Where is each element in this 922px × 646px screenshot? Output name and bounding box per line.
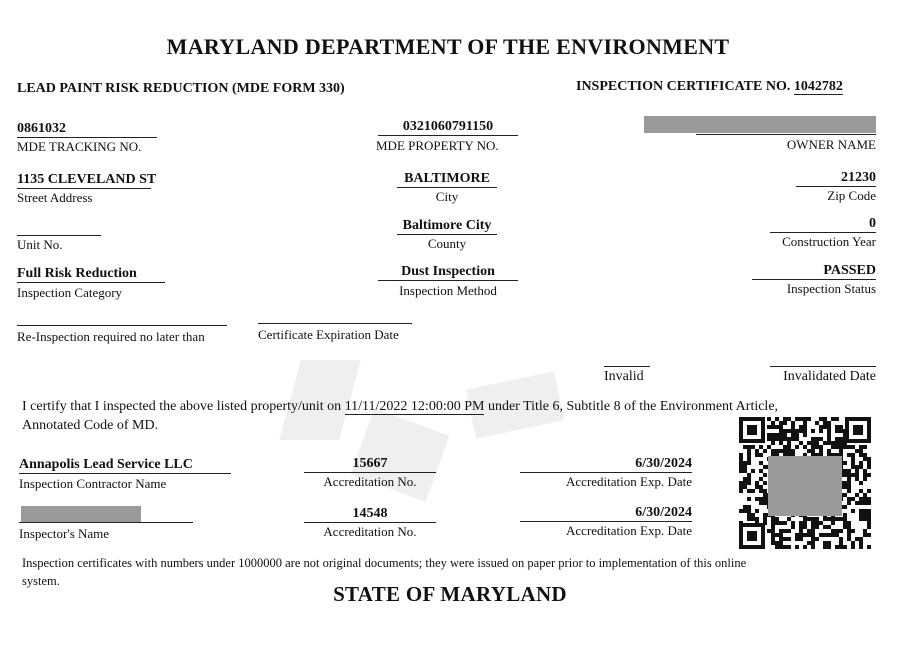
owner-name-line xyxy=(696,134,876,135)
invalidated-line xyxy=(770,366,876,367)
inspector-accreditation-label: Accreditation No. xyxy=(323,524,417,539)
category-label: Inspection Category xyxy=(17,285,123,300)
certification-line-2: Annotated Code of MD. xyxy=(22,418,159,433)
reinspection-label: Re-Inspection required no later than xyxy=(17,329,205,344)
contractor-accreditation-exp-date: 6/30/2024 xyxy=(520,456,692,473)
contractor-accreditation-number: 15667 xyxy=(304,456,436,473)
form-name: LEAD PAINT RISK REDUCTION (MDE FORM 330) xyxy=(17,81,345,96)
certify-prefix: I certify that I inspected the above listed property/unit on xyxy=(22,399,342,414)
certificate-label-text: INSPECTION CERTIFICATE NO. xyxy=(576,79,791,94)
qr-code-icon xyxy=(738,416,872,550)
property-label: MDE PROPERTY NO. xyxy=(376,138,499,153)
inspector-exp-label: Accreditation Exp. Date xyxy=(566,523,692,538)
property-number: 0321060791150 xyxy=(378,119,518,136)
document-title: MARYLAND DEPARTMENT OF THE ENVIRONMENT xyxy=(166,34,730,59)
inspector-accreditation-exp-date: 6/30/2024 xyxy=(520,505,692,522)
construction-year: 0 xyxy=(770,216,876,233)
inspection-method: Dust Inspection xyxy=(378,264,518,281)
inspection-category: Full Risk Reduction xyxy=(17,266,165,283)
certification-line-1 xyxy=(22,398,778,416)
city-label: City xyxy=(435,189,459,204)
owner-label: OWNER NAME xyxy=(786,137,876,152)
inspector-name-label: Inspector's Name xyxy=(19,526,110,541)
redacted-owner-name xyxy=(644,116,876,133)
state-seal-text: STATE OF MARYLAND xyxy=(333,582,567,606)
county-value: Baltimore City xyxy=(397,218,497,235)
footer-note-line-2: system. xyxy=(22,574,60,588)
invalid-label: Invalid xyxy=(604,369,644,384)
status-label: Inspection Status xyxy=(786,281,876,296)
zip-code: 21230 xyxy=(796,170,876,187)
certificate-number-label xyxy=(576,79,843,95)
reinspection-line xyxy=(17,325,227,326)
zip-label: Zip Code xyxy=(827,188,876,203)
street-address: 1135 CLEVELAND ST xyxy=(17,172,157,187)
footer-note-line-1: Inspection certificates with numbers under 1000000 are not original documents; they were issued on paper prior to implementation of this online xyxy=(22,556,747,570)
contractor-accreditation-label: Accreditation No. xyxy=(323,474,417,489)
method-label: Inspection Method xyxy=(399,283,497,298)
expiration-label: Certificate Expiration Date xyxy=(258,327,399,342)
construction-label: Construction Year xyxy=(782,234,876,249)
inspector-accreditation-number: 14548 xyxy=(304,506,436,523)
redacted-inspector-name xyxy=(21,506,141,522)
certificate-number: 1042782 xyxy=(793,79,843,94)
contractor-name-label: Inspection Contractor Name xyxy=(19,476,167,491)
unit-label: Unit No. xyxy=(17,237,63,252)
contractor-exp-label: Accreditation Exp. Date xyxy=(566,474,692,489)
contractor-name: Annapolis Lead Service LLC xyxy=(19,457,231,474)
inspection-status: PASSED xyxy=(752,263,876,280)
tracking-label: MDE TRACKING NO. xyxy=(17,139,142,154)
invalidated-label: Invalidated Date xyxy=(783,369,876,384)
city-value: BALTIMORE xyxy=(397,171,497,188)
certify-suffix: under Title 6, Subtitle 8 of the Environment Article, xyxy=(487,399,779,414)
county-label: County xyxy=(427,236,467,251)
invalid-line xyxy=(604,366,650,367)
inspection-date: 11/11/2022 12:00:00 PM xyxy=(344,399,485,414)
inspector-name-line xyxy=(19,522,193,523)
unit-line xyxy=(17,235,101,236)
street-label: Street Address xyxy=(17,190,93,205)
qr-redaction xyxy=(768,456,842,516)
expiration-line xyxy=(258,323,412,324)
tracking-number: 0861032 xyxy=(17,121,157,138)
